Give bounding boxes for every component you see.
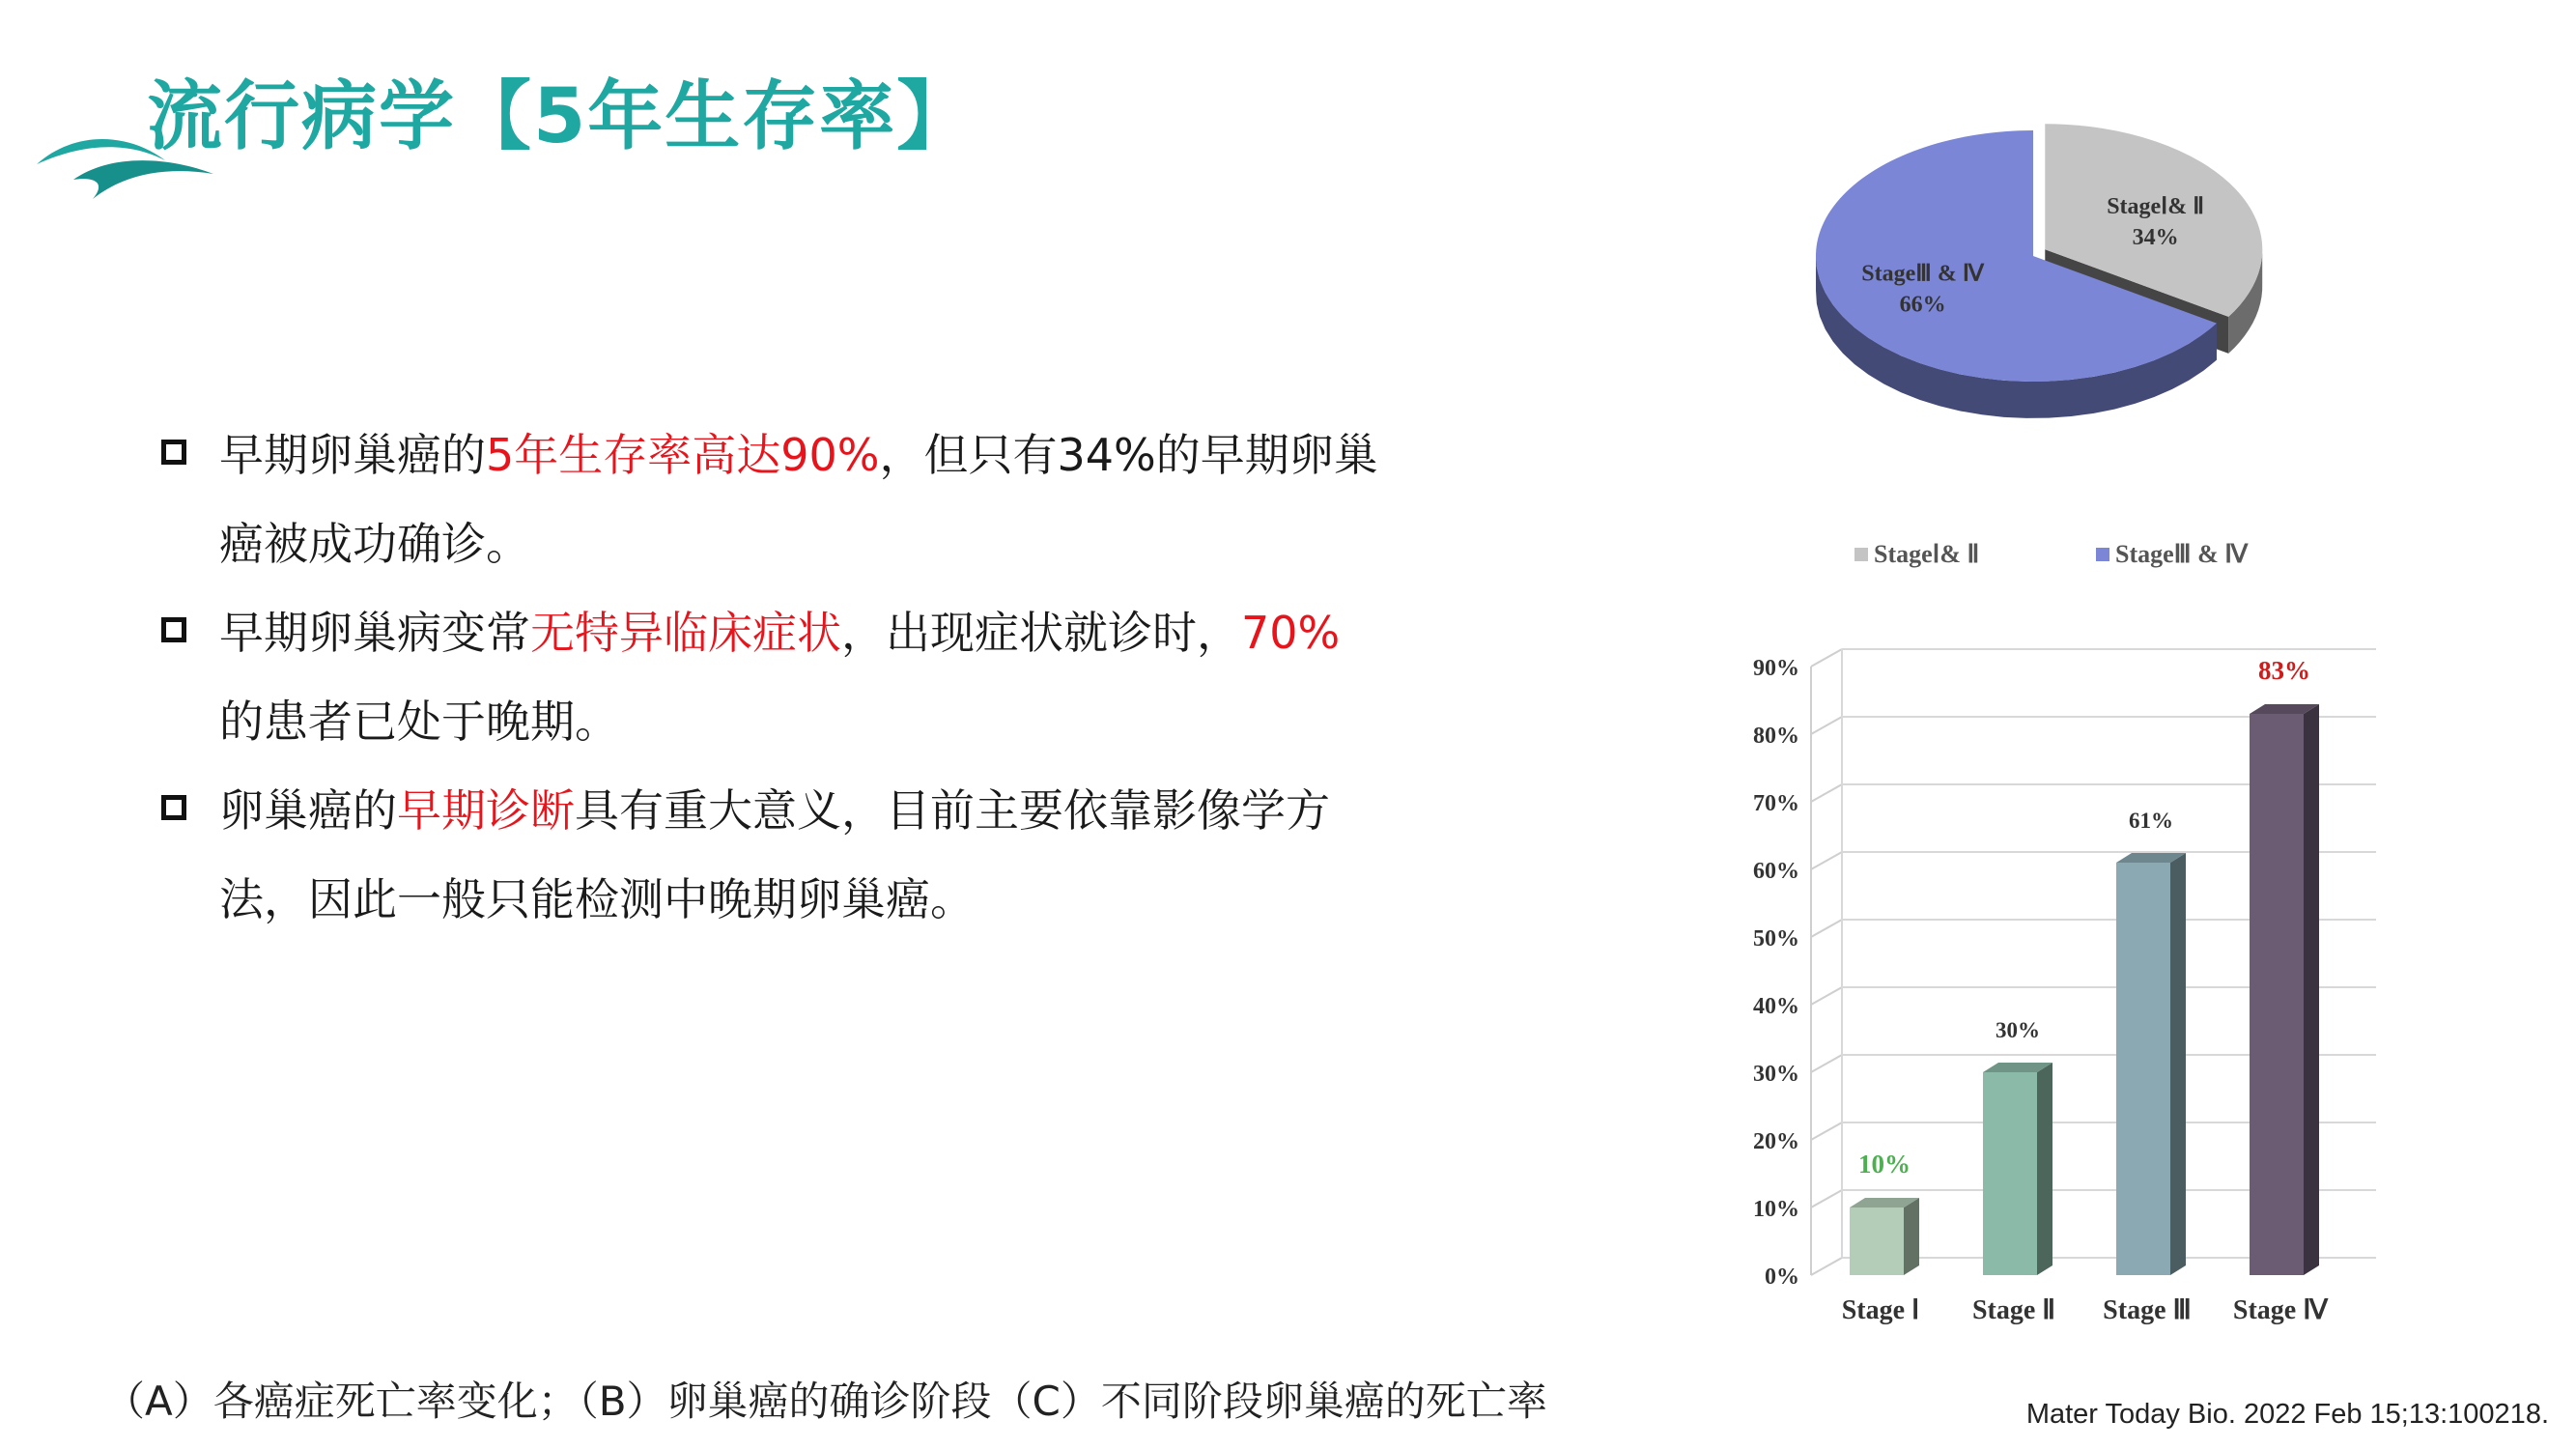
bar-side — [2170, 853, 2186, 1275]
pie-slice-label: StageⅢ & Ⅳ — [1861, 261, 1984, 287]
y-tick-label: 0% — [1765, 1264, 1799, 1290]
pie-slice-label: StageⅠ& Ⅱ — [2107, 193, 2205, 219]
page-title: 流行病学【5年生存率】 — [147, 73, 975, 160]
y-tick-label: 10% — [1753, 1197, 1799, 1222]
text-run: ，出现症状就诊时， — [841, 607, 1241, 659]
bar-front — [2250, 714, 2304, 1275]
highlight-text: 5年生存率高达90% — [486, 429, 880, 481]
checkbox-square-icon — [161, 795, 186, 820]
bullet-line — [219, 766, 1463, 855]
grid-line — [1811, 1190, 1842, 1208]
y-tick-label: 90% — [1753, 656, 1799, 681]
bar — [1842, 1150, 1920, 1325]
x-tick-label: Stage Ⅲ — [2103, 1295, 2192, 1325]
bullet-line — [219, 411, 1463, 499]
bullet-item — [159, 411, 1463, 588]
bar-side — [2304, 704, 2319, 1275]
bullet-line — [219, 588, 1463, 677]
pie-slice-value: 66% — [1899, 292, 1946, 318]
bar-value-label: 83% — [2258, 656, 2310, 685]
bullet-item — [159, 588, 1463, 766]
bar-front — [2116, 863, 2170, 1275]
grid-line — [1811, 1122, 1842, 1140]
bullet-line — [219, 499, 1463, 588]
grid-line — [1811, 1258, 1842, 1275]
highlight-text: 无特异临床症状 — [530, 607, 841, 659]
legend-swatch — [1854, 548, 1868, 561]
bar-front — [1983, 1072, 2037, 1275]
bar-chart — [1710, 623, 2386, 1357]
pie-chart — [1797, 111, 2299, 478]
legend-label: StageⅠ& Ⅱ — [1874, 540, 1980, 568]
bullet-line — [219, 677, 1463, 766]
figure-caption: （A）各癌症死亡率变化；（B）卵巢癌的确诊阶段（C）不同阶段卵巢癌的死亡率 — [104, 1378, 1547, 1425]
text-run: 的患者已处于晚期。 — [219, 696, 619, 748]
grid-line — [1811, 717, 1842, 734]
y-tick-label: 60% — [1753, 859, 1799, 884]
grid-line — [1811, 987, 1842, 1005]
text-run: 早期卵巢癌的 — [219, 429, 486, 481]
text-run: 具有重大意义，目前主要依靠影像学方 — [575, 784, 1330, 837]
highlight-text: 70% — [1241, 607, 1341, 659]
pie-legend — [1835, 536, 2337, 575]
x-tick-label: Stage Ⅰ — [1841, 1295, 1920, 1325]
y-tick-label: 50% — [1753, 926, 1799, 952]
checkbox-square-icon — [161, 617, 186, 642]
grid-line — [1811, 852, 1842, 869]
grid-line — [1811, 920, 1842, 937]
bullet-line — [219, 855, 1463, 944]
legend-swatch — [2096, 548, 2109, 561]
highlight-text: 早期诊断 — [397, 784, 575, 837]
y-tick-label: 40% — [1753, 994, 1799, 1019]
text-run: ，但只有34%的早期卵巢 — [879, 429, 1378, 481]
x-tick-label: Stage Ⅳ — [2232, 1295, 2329, 1325]
bullet-item — [159, 766, 1463, 944]
bar-front — [1850, 1208, 1904, 1275]
bar — [2103, 809, 2192, 1325]
bar-side — [1904, 1198, 1919, 1275]
text-run: 早期卵巢病变常 — [219, 607, 530, 659]
y-tick-label: 80% — [1753, 724, 1799, 749]
grid-line — [1811, 784, 1842, 802]
text-run: 卵巢癌的 — [219, 784, 397, 837]
legend-label: StageⅢ & Ⅳ — [2115, 540, 2249, 568]
grid-line — [1811, 1055, 1842, 1072]
bar-side — [2037, 1063, 2052, 1275]
y-tick-label: 30% — [1753, 1062, 1799, 1087]
checkbox-square-icon — [161, 440, 186, 465]
source-citation: Mater Today Bio. 2022 Feb 15;13:100218. — [2025, 1399, 2549, 1430]
y-tick-label: 70% — [1753, 791, 1799, 816]
bar — [2233, 656, 2329, 1325]
bar-value-label: 10% — [1858, 1150, 1911, 1179]
bar-value-label: 30% — [1996, 1018, 2040, 1042]
pie-slice-value: 34% — [2132, 224, 2179, 250]
bar — [1972, 1018, 2055, 1325]
y-tick-label: 20% — [1753, 1129, 1799, 1154]
x-tick-label: Stage Ⅱ — [1971, 1295, 2056, 1325]
text-run: 癌被成功确诊。 — [219, 518, 530, 570]
text-run: 法，因此一般只能检测中晚期卵巢癌。 — [219, 873, 975, 925]
bullet-list — [159, 411, 1463, 944]
grid-line — [1811, 649, 1842, 667]
bar-value-label: 61% — [2129, 809, 2173, 833]
